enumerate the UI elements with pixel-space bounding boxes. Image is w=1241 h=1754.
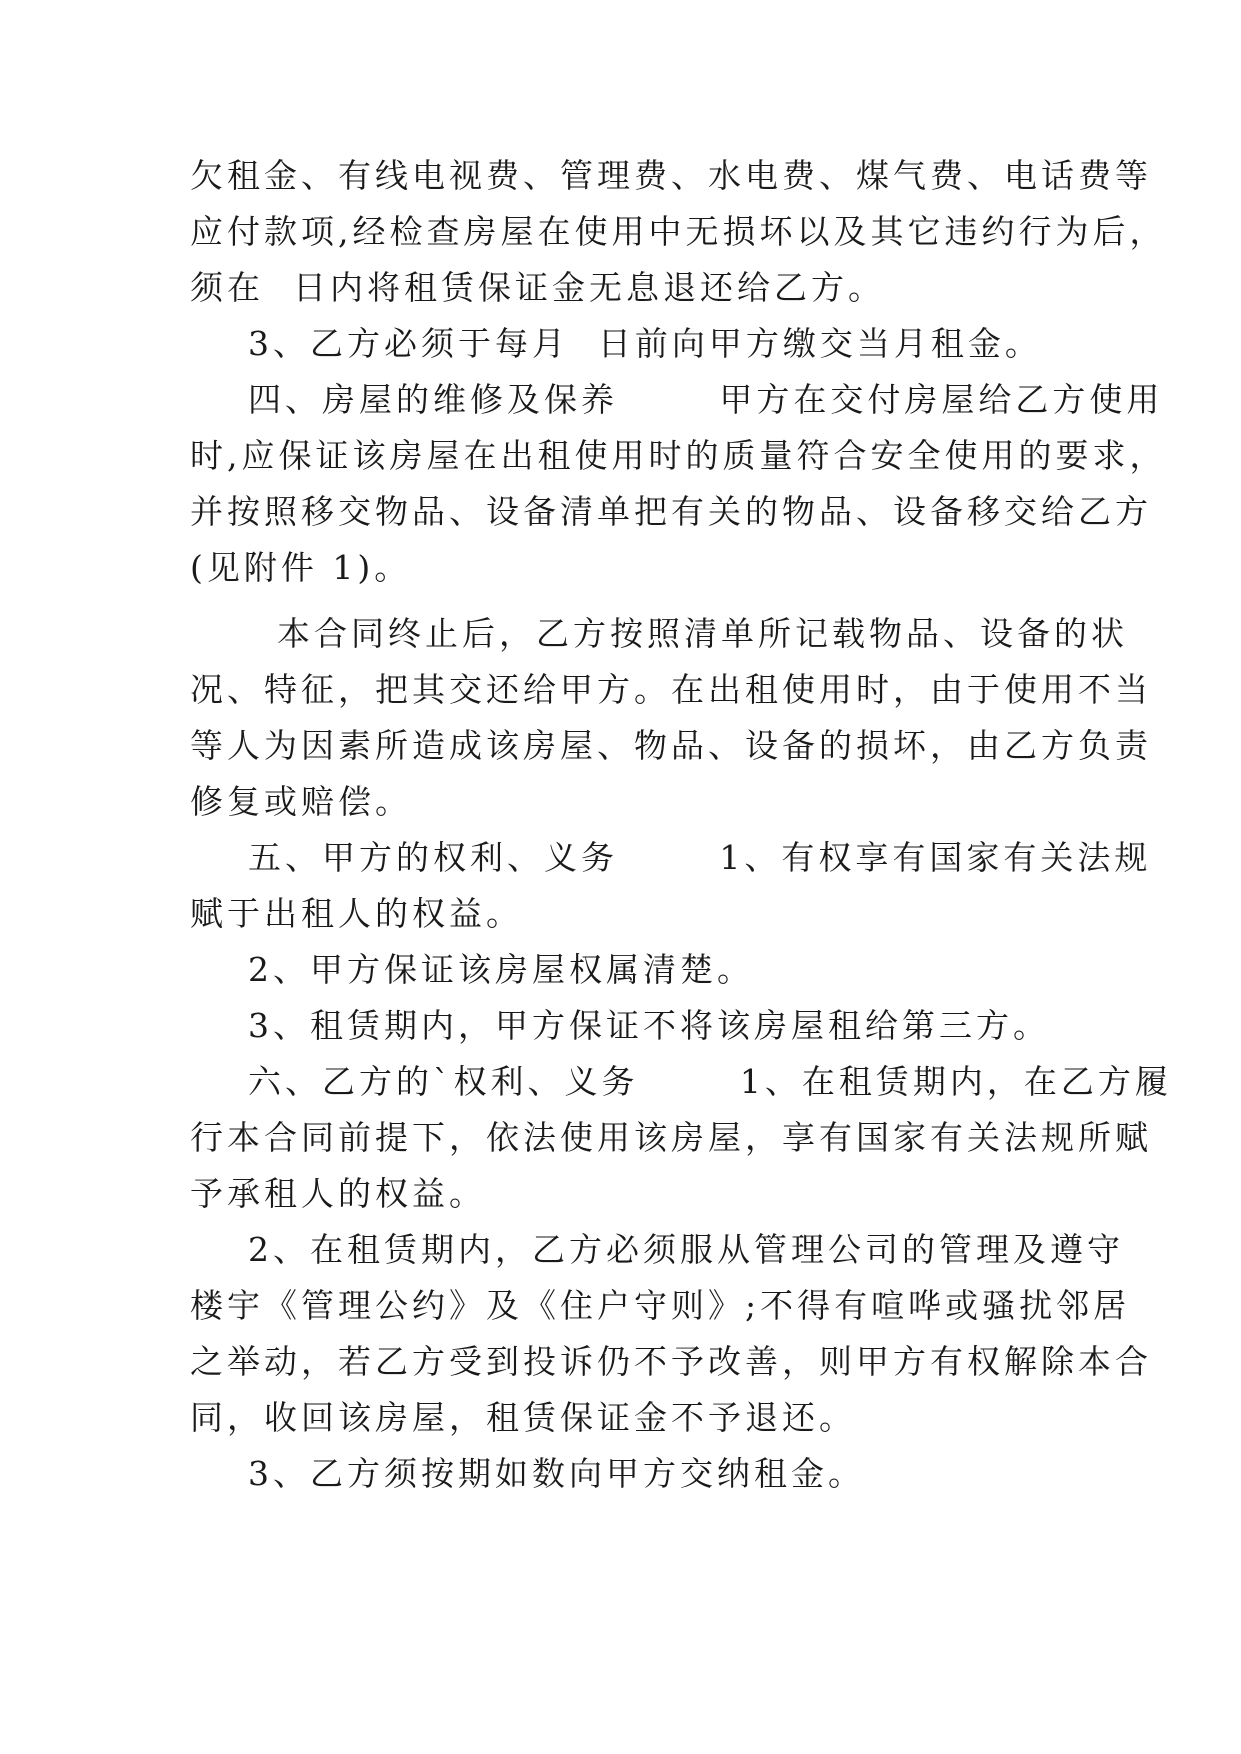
text-line: 须在 日内将租赁保证金无息退还给乙方。 <box>190 268 885 307</box>
text-line: 应付款项,经检查房屋在使用中无损坏以及其它违约行为后， <box>190 212 1167 251</box>
text-line: 赋于出租人的权益。 <box>190 894 523 933</box>
text-line: 况、特征，把其交还给甲方。在出租使用时，由于使用不当 <box>190 670 1152 709</box>
section-heading-line: 四、房屋的维修及保养 甲方在交付房屋给乙方使用 <box>190 380 1164 419</box>
text-line: 予承租人的权益。 <box>190 1174 486 1213</box>
text-line: 修复或赔偿。 <box>190 782 412 821</box>
section-heading-line: 五、甲方的权利、义务 1、有权享有国家有关法规 <box>190 838 1152 877</box>
text-line: 2、在租赁期内，乙方必须服从管理公司的管理及遵守 <box>190 1230 1124 1269</box>
text-line: 等人为因素所造成该房屋、物品、设备的损坏，由乙方负责 <box>190 726 1152 765</box>
text-line: 3、乙方必须于每月 日前向甲方缴交当月租金。 <box>190 324 1042 363</box>
text-line: 时,应保证该房屋在出租使用时的质量符合安全使用的要求， <box>190 436 1167 475</box>
text-line: 2、甲方保证该房屋权属清楚。 <box>190 950 754 989</box>
section-heading-line: 六、乙方的`权利、义务 1、在租赁期内，在乙方履 <box>190 1062 1172 1101</box>
text-line: 并按照移交物品、设备清单把有关的物品、设备移交给乙方 <box>190 492 1152 531</box>
text-line: 同，收回该房屋，租赁保证金不予退还。 <box>190 1398 856 1437</box>
text-line: 楼宇《管理公约》及《住户守则》;不得有喧哗或骚扰邻居 <box>190 1286 1131 1325</box>
text-line: 3、乙方须按期如数向甲方交纳租金。 <box>190 1454 865 1493</box>
text-line: 欠租金、有线电视费、管理费、水电费、煤气费、电话费等 <box>190 156 1152 195</box>
text-line: 3、租赁期内，甲方保证不将该房屋租给第三方。 <box>190 1006 1050 1045</box>
text-line: (见附件 1)。 <box>190 548 412 587</box>
text-line: 本合同终止后，乙方按照清单所记载物品、设备的状 <box>190 614 1128 653</box>
text-line: 行本合同前提下，依法使用该房屋，享有国家有关法规所赋 <box>190 1118 1152 1157</box>
text-line: 之举动，若乙方受到投诉仍不予改善，则甲方有权解除本合 <box>190 1342 1152 1381</box>
